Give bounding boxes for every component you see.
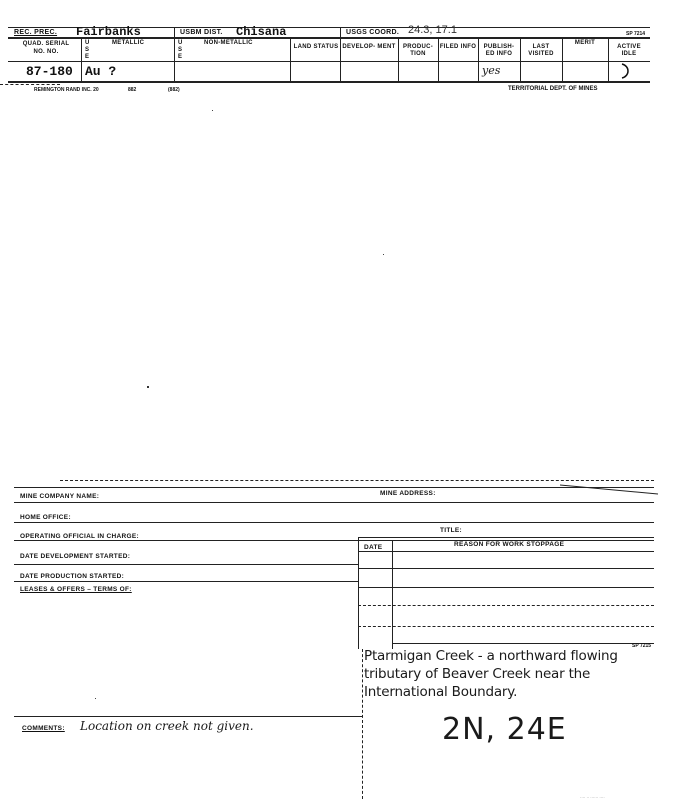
row-rule <box>8 61 650 62</box>
col-metallic: METALLIC <box>112 40 145 46</box>
comments-label: COMMENTS: <box>22 725 65 732</box>
date-column-header: DATE <box>364 544 383 551</box>
col-filed-info: FILED INFO <box>439 44 477 50</box>
usbm-dist-value: Chisana <box>236 25 287 39</box>
leases-label: LEASES & OFFERS – TERMS OF: <box>20 586 132 593</box>
mine-address-label: MINE ADDRESS: <box>380 490 436 497</box>
usbm-dist-label: USBM DIST. <box>180 29 223 36</box>
col-production: PRODUC- TION <box>402 44 434 57</box>
speck <box>212 110 213 111</box>
table-date-rule <box>392 541 393 649</box>
comments-value: Location on creek not given. <box>80 719 254 733</box>
col-active-idle: ACTIVE IDLE <box>617 44 641 57</box>
date-production-label: DATE PRODUCTION STARTED: <box>20 573 125 580</box>
printer-mid2: (882) <box>168 87 180 93</box>
dashed-rule <box>60 480 654 481</box>
speck <box>383 254 384 255</box>
rec-prec-value: Fairbanks <box>76 25 141 39</box>
published-info-value: yes <box>482 64 501 77</box>
note-line-1: Ptarmigan Creek - a northward flowing <box>364 648 618 664</box>
mine-company-name-label: MINE COMPANY NAME: <box>20 493 100 500</box>
speck <box>95 698 96 699</box>
form-top-rule <box>14 487 654 488</box>
divider <box>340 27 341 81</box>
usgs-coord-value: 24.3, 17.1 <box>408 24 457 36</box>
check-mark-icon <box>618 60 638 82</box>
note-line-3: International Boundary. <box>364 684 518 700</box>
divider <box>174 27 175 81</box>
col-land-status: LAND STATUS <box>293 44 339 50</box>
rule <box>14 502 654 503</box>
rule <box>358 551 654 552</box>
col-last-visited: LAST VISITED <box>528 44 554 57</box>
col-quad-serial-no: NO. NO. <box>33 49 59 55</box>
date-development-label: DATE DEVELOPMENT STARTED: <box>20 553 131 560</box>
rule <box>358 568 654 569</box>
speck <box>147 386 149 388</box>
form-number-bottom: SP 7215 <box>632 643 652 649</box>
printer-mid: 882 <box>128 87 137 93</box>
rule <box>14 581 358 582</box>
reason-column-header: REASON FOR WORK STOPPAGE <box>454 541 565 548</box>
quad-serial-value: 87-180 <box>26 64 73 79</box>
rule <box>14 564 358 565</box>
rule <box>14 522 654 523</box>
printer-left: REMINGTON RAND INC. 20 <box>34 87 99 93</box>
operating-official-label: OPERATING OFFICIAL IN CHARGE: <box>20 533 139 540</box>
form-number-top: SP 7214 <box>626 31 646 37</box>
scan-mark: ···· ·· ······ ···· <box>580 795 605 800</box>
dashed-rule <box>0 84 60 85</box>
col-merit: MERIT <box>574 40 596 46</box>
col-nonmetallic: NON-METALLIC <box>204 40 253 46</box>
col-use-metallic: U S E <box>85 40 90 60</box>
home-office-label: HOME OFFICE: <box>20 514 71 521</box>
printer-right: TERRITORIAL DEPT. OF MINES <box>508 86 598 92</box>
rule <box>392 643 654 644</box>
location-note: 2N, 24E <box>442 712 567 747</box>
rule <box>358 537 654 538</box>
row-bottom-rule <box>8 81 650 83</box>
rec-prec-label: REC. PREC. <box>14 29 58 36</box>
note-line-2: tributary of Beaver Creek near the <box>364 666 591 682</box>
rule <box>358 605 654 606</box>
rule <box>358 587 654 588</box>
rule-segment <box>560 482 660 496</box>
divider <box>290 37 291 81</box>
col-quad-serial: QUAD. SERIAL <box>22 41 70 47</box>
rule <box>358 626 654 627</box>
metallic-value: Au ? <box>85 64 117 79</box>
col-use-nonmetallic: U S E <box>178 40 183 60</box>
title-label: TITLE: <box>440 527 463 534</box>
usgs-coord-label: USGS COORD. <box>346 29 400 36</box>
lower-divider <box>362 649 363 799</box>
col-published-info: PUBLISH- ED INFO <box>483 44 515 57</box>
divider <box>81 37 82 81</box>
table-left-rule <box>358 537 359 649</box>
rule <box>14 716 362 717</box>
col-development: DEVELOP- MENT <box>342 44 396 50</box>
